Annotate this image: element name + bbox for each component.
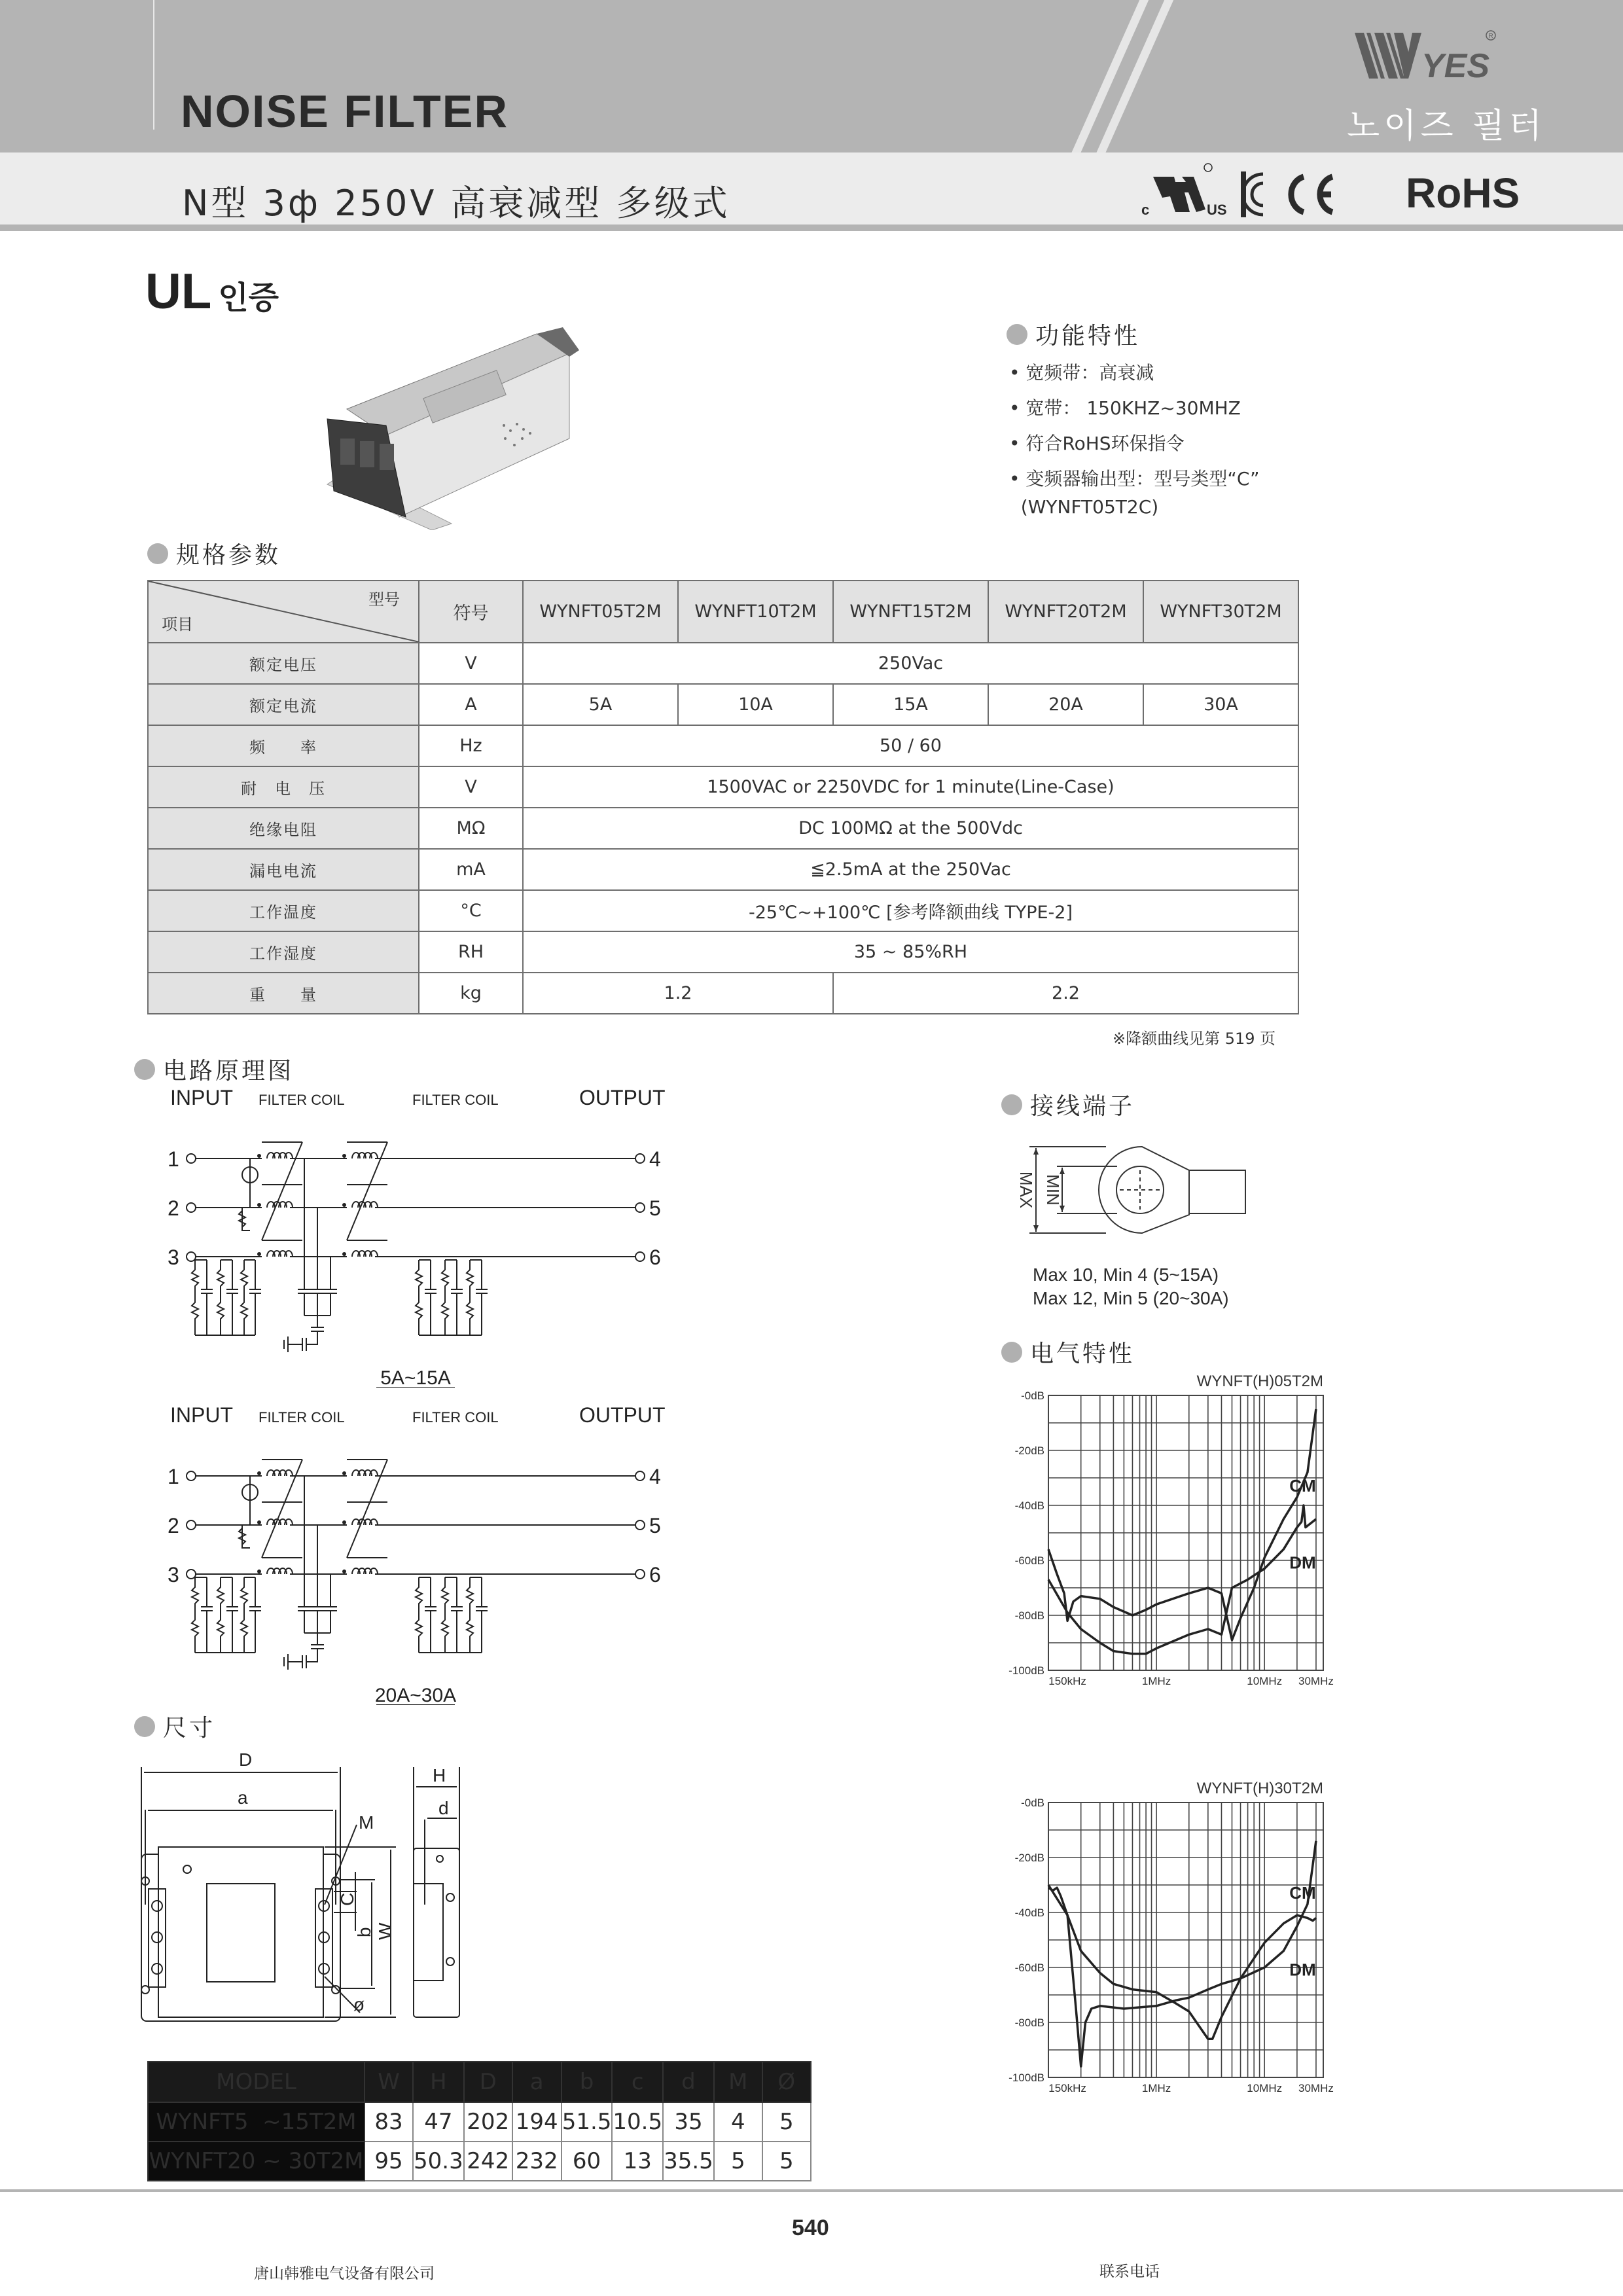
dims-header: a bbox=[512, 2062, 562, 2102]
wyes-logo bbox=[1348, 26, 1505, 85]
dims-value: 51.5 bbox=[562, 2102, 613, 2142]
corner-model-label: 型号 bbox=[368, 590, 400, 609]
spec-value: 10A bbox=[678, 684, 833, 725]
dims-header-row bbox=[148, 2062, 811, 2102]
features-heading: 功能特性 bbox=[1007, 317, 1140, 351]
spec-corner-cell bbox=[148, 581, 419, 643]
coil-icon bbox=[285, 1519, 293, 1525]
series-line-cm bbox=[1048, 1409, 1316, 1640]
filter-coil-label: FILTER COIL bbox=[259, 1092, 345, 1108]
spec-row bbox=[148, 890, 1298, 931]
dimensions-heading: 尺寸 bbox=[134, 1710, 215, 1743]
polarity-dot bbox=[342, 1252, 346, 1256]
y-tick-label: -20dB bbox=[1014, 1852, 1044, 1864]
model-header: WYNFT15T2M bbox=[833, 581, 988, 643]
spec-value: 1500VAC or 2250VDC for 1 minute(Line-Case) bbox=[523, 766, 1298, 808]
dim-label-d: d bbox=[438, 1798, 449, 1818]
x-tick-label: 30MHz bbox=[1298, 1675, 1334, 1687]
ul-cert-title bbox=[145, 263, 279, 320]
y-tick-label: -40dB bbox=[1014, 1907, 1044, 1919]
page-subtitle: N型 3ф 250V 高衰减型 多级式 bbox=[182, 183, 730, 224]
circuit-wires bbox=[187, 1142, 645, 1352]
spec-symbol: V bbox=[419, 766, 523, 808]
circuit-diagram-5-15a bbox=[157, 1080, 681, 1388]
input-label: INPUT bbox=[170, 1086, 233, 1109]
feature-item: • 宽带： 150KHZ~30MHZ bbox=[1009, 397, 1241, 419]
rohs-mark: RoHS bbox=[1406, 170, 1520, 217]
dims-header: c bbox=[612, 2062, 663, 2102]
spec-value: 2.2 bbox=[833, 973, 1298, 1014]
polarity-dot bbox=[257, 1520, 261, 1524]
x-tick-label: 10MHz bbox=[1247, 2082, 1283, 2094]
contact-label: 联系电话 bbox=[1099, 2263, 1160, 2280]
dim-label-C: C bbox=[337, 1892, 357, 1906]
dims-value: 10.5 bbox=[612, 2102, 663, 2142]
feature-item: • 符合RoHS环保指令 bbox=[1009, 433, 1185, 454]
terminal-spec-line: Max 10, Min 4 (5~15A) bbox=[1033, 1265, 1219, 1285]
spec-label: 漏电电流 bbox=[148, 849, 419, 890]
spec-row bbox=[148, 684, 1298, 725]
brand-korean-label: 노이즈 필터 bbox=[1347, 107, 1546, 146]
resistor-icon bbox=[241, 1260, 247, 1335]
attenuation-chart-05t2m bbox=[982, 1355, 1544, 1748]
resistor-icon bbox=[416, 1260, 422, 1335]
x-tick-label: 1MHz bbox=[1141, 1675, 1171, 1687]
dims-value: 5 bbox=[714, 2142, 762, 2181]
terminal-min-label: MIN bbox=[1043, 1174, 1063, 1206]
output-label: OUTPUT bbox=[579, 1403, 666, 1427]
spec-header-row bbox=[148, 581, 1298, 643]
spec-table bbox=[147, 580, 1299, 1014]
resistor-icon bbox=[442, 1577, 448, 1653]
spec-row bbox=[148, 808, 1298, 849]
y-tick-label: -0dB bbox=[1021, 1390, 1044, 1402]
dims-value: 47 bbox=[413, 2102, 464, 2142]
ring-terminal-drawing bbox=[1011, 1145, 1260, 1250]
spec-label: 频 率 bbox=[148, 725, 419, 766]
y-tick-label: -20dB bbox=[1014, 1444, 1044, 1457]
page-number: 540 bbox=[792, 2215, 829, 2240]
dims-header: d bbox=[663, 2062, 714, 2102]
chart-grid bbox=[1048, 1803, 1323, 2077]
dims-row bbox=[148, 2102, 811, 2142]
ce-mark-icon bbox=[1291, 177, 1332, 212]
company-name: 唐山韩雅电气设备有限公司 bbox=[254, 2265, 435, 2282]
dims-value: 35.5 bbox=[663, 2142, 714, 2181]
circuit-wires bbox=[187, 1460, 645, 1670]
product-photo bbox=[321, 321, 661, 530]
polarity-dot bbox=[257, 1252, 261, 1256]
spec-symbol: V bbox=[419, 643, 523, 684]
resistor-icon bbox=[192, 1577, 198, 1653]
spec-value: DC 100MΩ at the 500Vdc bbox=[523, 808, 1298, 849]
bullet-dot-icon bbox=[134, 1059, 155, 1080]
spec-label: 额定电压 bbox=[148, 643, 419, 684]
certification-marks bbox=[1141, 160, 1403, 225]
x-tick-label: 150kHz bbox=[1048, 2082, 1086, 2094]
filter-coil-label: FILTER COIL bbox=[412, 1409, 499, 1426]
chart-title: WYNFT(H)05T2M bbox=[1196, 1372, 1323, 1390]
coil-icon bbox=[370, 1153, 378, 1158]
dims-value: 202 bbox=[464, 2102, 512, 2142]
page-title: NOISE FILTER bbox=[181, 86, 509, 137]
kc-mark-icon bbox=[1241, 171, 1263, 217]
terminal-icon bbox=[635, 1520, 645, 1530]
polarity-dot bbox=[257, 1203, 261, 1207]
resistor-icon bbox=[192, 1260, 198, 1335]
dim-label-M: M bbox=[359, 1812, 374, 1833]
header-divider bbox=[153, 0, 154, 130]
spec-value: -25℃~+100℃ [参考降额曲线 TYPE-2] bbox=[523, 890, 1298, 931]
dims-header: Ø bbox=[762, 2062, 811, 2102]
terminal-heading: 接线端子 bbox=[1001, 1088, 1135, 1121]
corner-item-label: 项目 bbox=[162, 615, 193, 634]
coil-icon bbox=[370, 1251, 378, 1257]
coil-icon bbox=[285, 1470, 293, 1476]
terminal-icon bbox=[187, 1203, 196, 1212]
dims-value: 35 bbox=[663, 2102, 714, 2142]
circuit-caption: 20A~30A bbox=[374, 1685, 457, 1705]
resistor-icon bbox=[416, 1577, 422, 1653]
dims-value: 95 bbox=[365, 2142, 413, 2181]
spec-symbol: kg bbox=[419, 973, 523, 1014]
dims-model: WYNFT5 ~15T2M bbox=[148, 2102, 365, 2142]
resistor-icon bbox=[217, 1577, 224, 1653]
y-tick-label: -80dB bbox=[1014, 1609, 1044, 1622]
terminal-spec-line: Max 12, Min 5 (20~30A) bbox=[1033, 1288, 1229, 1308]
dim-label-phi: ø bbox=[353, 1994, 365, 2015]
circuit-caption: 5A~15A bbox=[380, 1367, 451, 1388]
spec-value: 50 / 60 bbox=[523, 725, 1298, 766]
spec-label: 额定电流 bbox=[148, 684, 419, 725]
polarity-dot bbox=[342, 1471, 346, 1475]
circuit-diagram-20-30a bbox=[157, 1397, 681, 1705]
coil-icon bbox=[285, 1153, 293, 1158]
dims-header: b bbox=[562, 2062, 613, 2102]
y-tick-label: -80dB bbox=[1014, 2017, 1044, 2029]
footer-rule bbox=[0, 2189, 1623, 2192]
spec-symbol: RH bbox=[419, 931, 523, 973]
polarity-dot bbox=[257, 1154, 261, 1158]
terminal-icon bbox=[635, 1570, 645, 1579]
logo-text: YES bbox=[1421, 47, 1490, 85]
spec-row bbox=[148, 973, 1298, 1014]
resistor-icon bbox=[241, 1577, 247, 1653]
terminal-icon bbox=[187, 1471, 196, 1480]
spec-symbol: A bbox=[419, 684, 523, 725]
terminal-icon bbox=[187, 1520, 196, 1530]
coil-icon bbox=[370, 1568, 378, 1574]
symbol-header: 符号 bbox=[419, 581, 523, 643]
spec-row bbox=[148, 725, 1298, 766]
model-header: WYNFT30T2M bbox=[1143, 581, 1298, 643]
terminal-icon bbox=[635, 1203, 645, 1212]
dimension-drawing bbox=[131, 1741, 890, 2049]
bullet-dot-icon bbox=[147, 543, 168, 564]
output-pin-label: 4 bbox=[649, 1147, 661, 1171]
spec-row bbox=[148, 931, 1298, 973]
resistor-icon bbox=[467, 1260, 473, 1335]
resistor-icon bbox=[442, 1260, 448, 1335]
dims-header: W bbox=[365, 2062, 413, 2102]
ul-title-main: UL bbox=[145, 264, 212, 319]
output-pin-label: 6 bbox=[649, 1563, 661, 1587]
dims-value: 13 bbox=[612, 2142, 663, 2181]
dims-model: WYNFT20 ~ 30T2M bbox=[148, 2142, 365, 2181]
dim-label-H: H bbox=[433, 1765, 446, 1785]
polarity-dot bbox=[342, 1520, 346, 1524]
spec-heading: 规格参数 bbox=[147, 537, 281, 570]
spec-label: 工作湿度 bbox=[148, 931, 419, 973]
y-tick-label: -100dB bbox=[1008, 1664, 1044, 1677]
input-pin-label: 3 bbox=[168, 1563, 179, 1587]
dims-value: 4 bbox=[714, 2102, 762, 2142]
dims-value: 50.3 bbox=[413, 2142, 464, 2181]
spec-symbol: °C bbox=[419, 890, 523, 931]
output-pin-label: 5 bbox=[649, 1514, 661, 1537]
x-tick-label: 1MHz bbox=[1141, 2082, 1171, 2094]
spec-row bbox=[148, 643, 1298, 684]
dim-label-b: b bbox=[354, 1927, 374, 1937]
coil-icon bbox=[285, 1568, 293, 1574]
x-tick-label: 30MHz bbox=[1298, 2082, 1334, 2094]
electrical-heading: 电气特性 bbox=[1001, 1335, 1135, 1369]
terminal-icon bbox=[187, 1570, 196, 1579]
input-pin-label: 2 bbox=[168, 1196, 179, 1220]
dims-header: H bbox=[413, 2062, 464, 2102]
series-label-dm: DM bbox=[1289, 1960, 1316, 1980]
dims-value: 242 bbox=[464, 2142, 512, 2181]
ul-title-kr: 인증 bbox=[218, 279, 279, 316]
polarity-dot bbox=[257, 1570, 261, 1573]
dim-label-D: D bbox=[239, 1749, 253, 1770]
filter-coil-label: FILTER COIL bbox=[259, 1409, 345, 1426]
spec-symbol: MΩ bbox=[419, 808, 523, 849]
resistor-icon bbox=[217, 1260, 224, 1335]
spec-value: 35 ~ 85%RH bbox=[523, 931, 1298, 973]
terminal-icon bbox=[187, 1252, 196, 1261]
svg-text:R: R bbox=[1488, 33, 1493, 40]
input-pin-label: 1 bbox=[168, 1147, 179, 1171]
feature-item: (WYNFT05T2C) bbox=[1009, 496, 1159, 518]
y-tick-label: -40dB bbox=[1014, 1499, 1044, 1512]
dims-header: MODEL bbox=[148, 2062, 365, 2102]
spec-label: 绝缘电阻 bbox=[148, 808, 419, 849]
terminal-icon bbox=[635, 1252, 645, 1261]
output-pin-label: 4 bbox=[649, 1465, 661, 1488]
polarity-dot bbox=[342, 1154, 346, 1158]
series-line-dm bbox=[1048, 1505, 1316, 1654]
attenuation-chart-30t2m bbox=[982, 1762, 1544, 2155]
series-label-cm: CM bbox=[1289, 1476, 1316, 1496]
y-tick-label: -60dB bbox=[1014, 1554, 1044, 1567]
series-label-cm: CM bbox=[1289, 1883, 1316, 1903]
input-pin-label: 1 bbox=[168, 1465, 179, 1488]
terminal-icon bbox=[635, 1471, 645, 1480]
bullet-dot-icon bbox=[134, 1716, 155, 1737]
spec-value: 250Vac bbox=[523, 643, 1298, 684]
model-header: WYNFT10T2M bbox=[678, 581, 833, 643]
dims-row bbox=[148, 2142, 811, 2181]
model-header: WYNFT05T2M bbox=[523, 581, 678, 643]
polarity-dot bbox=[257, 1471, 261, 1475]
spec-label: 耐 电 压 bbox=[148, 766, 419, 808]
feature-item: • 变频器输出型：型号类型“C” bbox=[1009, 468, 1260, 490]
input-label: INPUT bbox=[170, 1403, 233, 1427]
circuit-heading: 电路原理图 bbox=[134, 1052, 294, 1086]
spec-value: 20A bbox=[988, 684, 1143, 725]
bullet-dot-icon bbox=[1007, 324, 1027, 345]
spec-row bbox=[148, 849, 1298, 890]
coil-icon bbox=[370, 1202, 378, 1208]
series-label-dm: DM bbox=[1289, 1552, 1316, 1573]
chart-title: WYNFT(H)30T2M bbox=[1196, 1780, 1323, 1797]
bullet-dot-icon bbox=[1001, 1094, 1022, 1115]
spec-symbol: mA bbox=[419, 849, 523, 890]
dims-header: D bbox=[464, 2062, 512, 2102]
resistor-icon bbox=[467, 1577, 473, 1653]
dim-label-W: W bbox=[375, 1922, 395, 1940]
output-pin-label: 5 bbox=[649, 1196, 661, 1220]
dimensions-table bbox=[147, 2061, 812, 2181]
spec-value: 5A bbox=[523, 684, 678, 725]
spec-row bbox=[148, 766, 1298, 808]
dims-header: M bbox=[714, 2062, 762, 2102]
dims-value: 194 bbox=[512, 2102, 562, 2142]
terminal-icon bbox=[635, 1154, 645, 1163]
coil-icon bbox=[370, 1519, 378, 1525]
spec-value: ≦2.5mA at the 250Vac bbox=[523, 849, 1298, 890]
output-pin-label: 6 bbox=[649, 1246, 661, 1269]
coil-icon bbox=[285, 1251, 293, 1257]
coil-icon bbox=[285, 1202, 293, 1208]
output-label: OUTPUT bbox=[579, 1086, 666, 1109]
x-tick-label: 150kHz bbox=[1048, 1675, 1086, 1687]
dim-label-a: a bbox=[238, 1787, 248, 1808]
polarity-dot bbox=[342, 1203, 346, 1207]
input-pin-label: 3 bbox=[168, 1246, 179, 1269]
spec-symbol: Hz bbox=[419, 725, 523, 766]
terminal-icon bbox=[187, 1154, 196, 1163]
series-line-cm bbox=[1048, 1841, 1316, 2066]
terminal-max-label: MAX bbox=[1016, 1171, 1036, 1209]
spec-label: 重 量 bbox=[148, 973, 419, 1014]
svg-text:c: c bbox=[1141, 202, 1150, 218]
derating-note: ※降额曲线见第 519 页 bbox=[1113, 1030, 1276, 1048]
spec-value: 1.2 bbox=[523, 973, 833, 1014]
y-tick-label: -60dB bbox=[1014, 1962, 1044, 1974]
chart-grid bbox=[1048, 1395, 1323, 1670]
feature-item: • 宽频带：高衰减 bbox=[1009, 362, 1154, 384]
dims-value: 60 bbox=[562, 2142, 613, 2181]
y-tick-label: -0dB bbox=[1021, 1797, 1044, 1809]
polarity-dot bbox=[342, 1570, 346, 1573]
model-header: WYNFT20T2M bbox=[988, 581, 1143, 643]
cul-us-mark-icon bbox=[1141, 164, 1227, 218]
coil-icon bbox=[370, 1470, 378, 1476]
svg-text:US: US bbox=[1207, 202, 1227, 218]
filter-coil-label: FILTER COIL bbox=[412, 1092, 499, 1108]
spec-label: 工作温度 bbox=[148, 890, 419, 931]
spec-value: 15A bbox=[833, 684, 988, 725]
input-pin-label: 2 bbox=[168, 1514, 179, 1537]
x-tick-label: 10MHz bbox=[1247, 1675, 1283, 1687]
dims-value: 83 bbox=[365, 2102, 413, 2142]
spec-value: 30A bbox=[1143, 684, 1298, 725]
dims-value: 5 bbox=[762, 2142, 811, 2181]
dims-value: 232 bbox=[512, 2142, 562, 2181]
dims-value: 5 bbox=[762, 2102, 811, 2142]
y-tick-label: -100dB bbox=[1008, 2072, 1044, 2084]
